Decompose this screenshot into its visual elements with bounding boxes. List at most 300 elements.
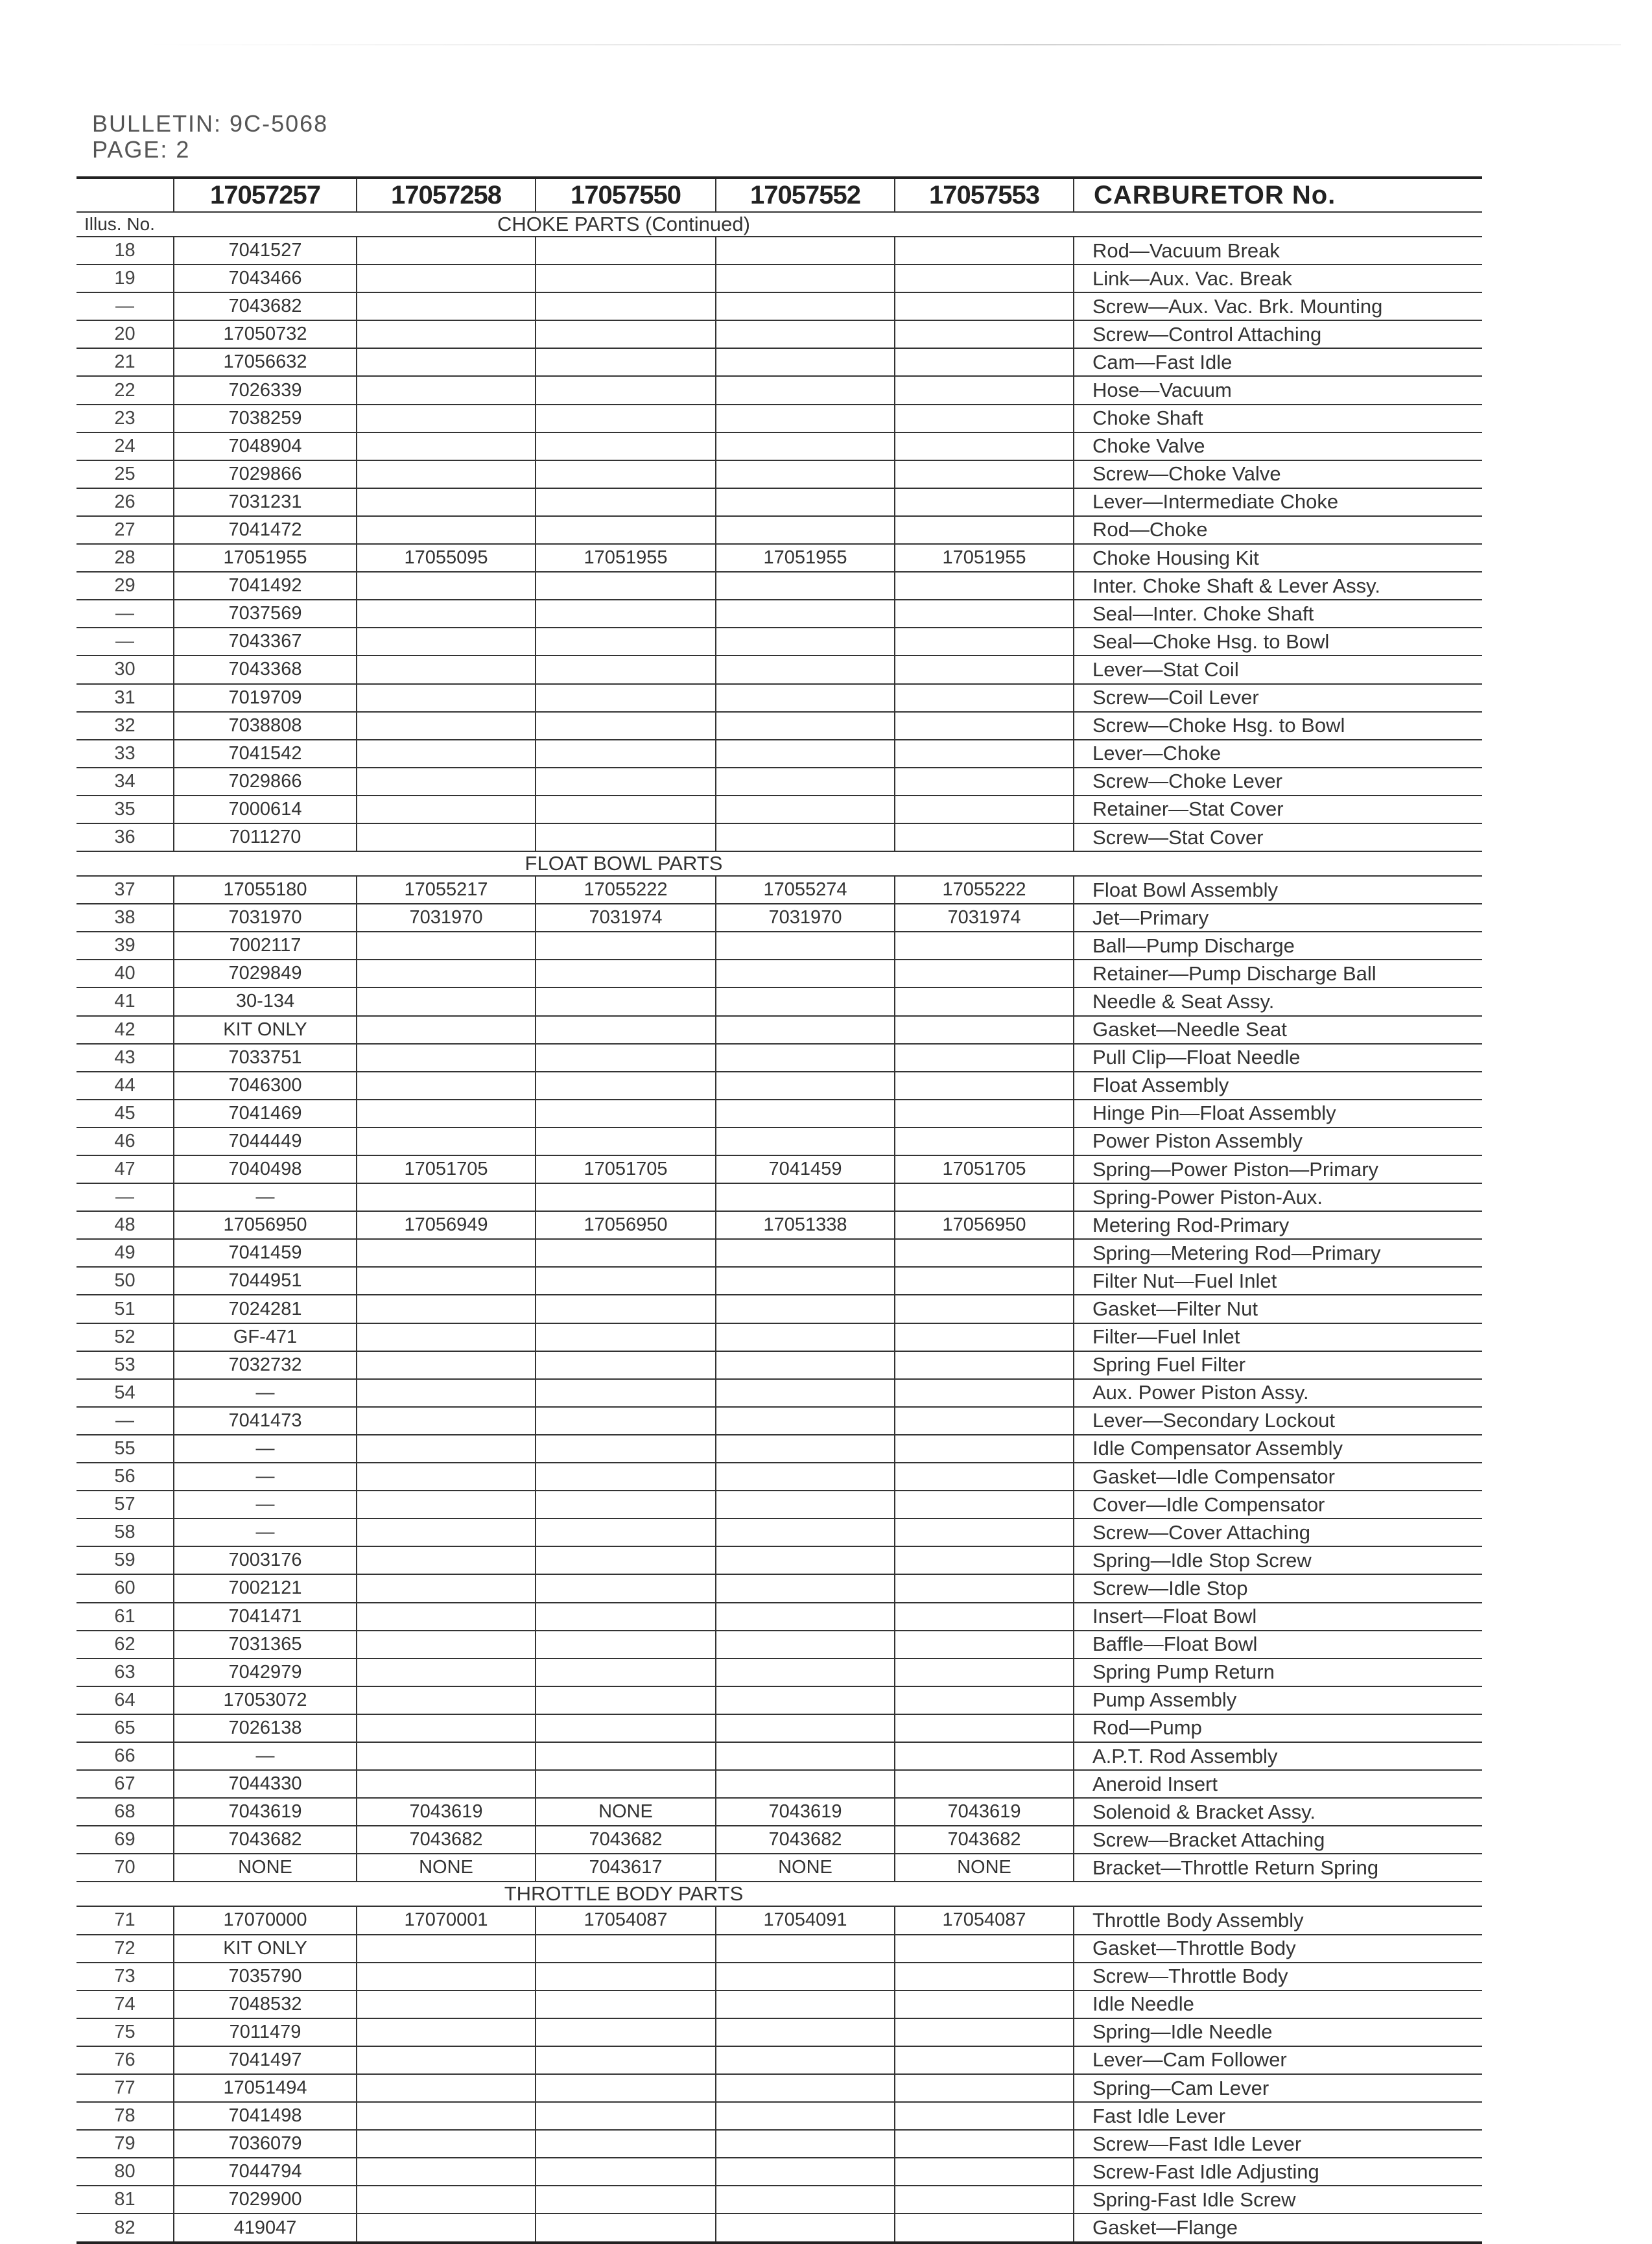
parts-table <box>77 176 1482 2244</box>
part-number-cell: 7038259 <box>174 405 357 432</box>
illus-number: 19 <box>77 265 174 292</box>
part-number-cell: 17051955 <box>174 544 357 572</box>
illus-number: 38 <box>77 904 174 932</box>
table-row <box>77 1770 1482 1798</box>
part-number-cell <box>716 1463 895 1491</box>
part-number-cell <box>536 1714 716 1742</box>
part-number-cell <box>895 376 1074 404</box>
part-number-cell <box>716 1935 895 1963</box>
table-row <box>77 1044 1482 1072</box>
illus-number: 55 <box>77 1435 174 1463</box>
part-number-cell: 17056950 <box>536 1211 716 1239</box>
part-number-cell <box>357 1770 536 1798</box>
part-number-cell <box>536 712 716 740</box>
part-number-cell: 7046300 <box>174 1072 357 1100</box>
part-number-cell <box>895 2186 1074 2214</box>
part-number-cell <box>536 2018 716 2046</box>
illus-number: — <box>77 628 174 655</box>
part-number-cell: 17051494 <box>174 2074 357 2102</box>
part-number-cell <box>536 1686 716 1714</box>
part-number-cell: 7043682 <box>536 1826 716 1854</box>
part-number-cell <box>716 488 895 516</box>
part-number-cell <box>895 655 1074 683</box>
bulletin-number: BULLETIN: 9C-5068 <box>92 110 329 137</box>
part-number-cell <box>716 768 895 796</box>
part-number-cell <box>536 1603 716 1631</box>
part-number-cell: 17051955 <box>536 544 716 572</box>
illus-number: 42 <box>77 1016 174 1044</box>
table-row <box>77 320 1482 348</box>
illus-number: 43 <box>77 1044 174 1072</box>
part-number-cell: 17070000 <box>174 1906 357 1934</box>
illus-number: 22 <box>77 376 174 404</box>
part-number-cell: 7026339 <box>174 376 357 404</box>
part-number-cell: 17054087 <box>536 1906 716 1934</box>
part-number-cell: 7043682 <box>357 1826 536 1854</box>
part-number-cell <box>895 348 1074 376</box>
part-number-cell: 17055222 <box>536 876 716 904</box>
part-number-cell <box>357 655 536 683</box>
illus-number: 69 <box>77 1826 174 1854</box>
table-row <box>77 796 1482 823</box>
part-number-cell <box>895 460 1074 488</box>
part-description: Idle Needle <box>1074 1990 1482 2018</box>
part-number-cell <box>536 2186 716 2214</box>
section-spacer <box>1074 1882 1482 1906</box>
table-row <box>77 823 1482 851</box>
part-number-cell <box>536 1659 716 1686</box>
part-number-cell <box>536 628 716 655</box>
part-number-cell: 7041473 <box>174 1407 357 1435</box>
table-row <box>77 1072 1482 1100</box>
part-number-cell <box>716 2046 895 2074</box>
part-number-cell <box>357 684 536 712</box>
part-number-cell: 7041542 <box>174 740 357 768</box>
part-number-cell: 7043367 <box>174 628 357 655</box>
part-number-cell <box>716 932 895 960</box>
part-number-cell <box>357 320 536 348</box>
part-description: Screw—Choke Hsg. to Bowl <box>1074 712 1482 740</box>
part-description: A.P.T. Rod Assembly <box>1074 1742 1482 1770</box>
part-number-cell <box>895 1990 1074 2018</box>
part-number-cell: NONE <box>174 1854 357 1882</box>
part-number-cell <box>536 488 716 516</box>
part-number-cell <box>716 1659 895 1686</box>
part-number-cell <box>716 1770 895 1798</box>
illus-number: 44 <box>77 1072 174 1100</box>
part-number-cell <box>536 516 716 544</box>
part-number-cell <box>716 1239 895 1267</box>
illus-number: 37 <box>77 876 174 904</box>
part-number-cell <box>536 1491 716 1518</box>
part-number-cell <box>536 600 716 628</box>
illus-number: 45 <box>77 1100 174 1128</box>
illus-number: 36 <box>77 823 174 851</box>
table-row <box>77 1128 1482 1155</box>
part-number-cell <box>536 1044 716 1072</box>
part-number-cell <box>357 2018 536 2046</box>
part-number-cell <box>716 1183 895 1211</box>
part-number-cell: 17051955 <box>895 544 1074 572</box>
part-description: Aux. Power Piston Assy. <box>1074 1379 1482 1407</box>
part-number-cell <box>716 796 895 823</box>
table-row <box>77 1659 1482 1686</box>
part-number-cell <box>716 1267 895 1295</box>
part-number-cell <box>895 1072 1074 1100</box>
part-number-cell <box>536 823 716 851</box>
table-row <box>77 1407 1482 1435</box>
part-number-cell <box>536 2046 716 2074</box>
part-number-cell <box>716 1742 895 1770</box>
section-spacer <box>1074 212 1482 237</box>
part-number-cell <box>716 712 895 740</box>
part-number-cell <box>895 292 1074 320</box>
part-number-cell <box>895 2046 1074 2074</box>
table-row <box>77 265 1482 292</box>
part-number-cell <box>357 405 536 432</box>
part-number-cell <box>895 1518 1074 1546</box>
part-number-cell <box>895 2214 1074 2242</box>
part-number-cell <box>895 516 1074 544</box>
illus-number: 62 <box>77 1631 174 1659</box>
part-number-cell <box>357 2046 536 2074</box>
illus-number: 56 <box>77 1463 174 1491</box>
part-number-cell <box>357 1295 536 1323</box>
part-description: Screw—Choke Valve <box>1074 460 1482 488</box>
part-number-cell: 7043619 <box>174 1798 357 1826</box>
part-number-cell <box>536 348 716 376</box>
part-number-cell <box>357 2158 536 2186</box>
illus-number: 50 <box>77 1267 174 1295</box>
table-row <box>77 488 1482 516</box>
part-number-cell <box>716 1072 895 1100</box>
table-row <box>77 1016 1482 1044</box>
part-number-cell: GF-471 <box>174 1323 357 1351</box>
part-number-cell: 7043682 <box>174 1826 357 1854</box>
table-row <box>77 2074 1482 2102</box>
part-number-cell <box>895 628 1074 655</box>
part-number-cell <box>357 2214 536 2242</box>
table-row <box>77 2046 1482 2074</box>
illus-number: 23 <box>77 405 174 432</box>
part-number-cell <box>895 740 1074 768</box>
part-number-cell: 7031970 <box>174 904 357 932</box>
part-number-cell: 17051338 <box>716 1211 895 1239</box>
illus-number: 27 <box>77 516 174 544</box>
illus-number: 71 <box>77 1906 174 1934</box>
part-number-cell <box>536 432 716 460</box>
part-number-cell <box>895 712 1074 740</box>
part-number-cell <box>536 2130 716 2158</box>
part-description: Spring—Cam Lever <box>1074 2074 1482 2102</box>
part-number-cell: 7031365 <box>174 1631 357 1659</box>
part-number-cell <box>895 265 1074 292</box>
part-number-cell: 7011479 <box>174 2018 357 2046</box>
part-number-cell <box>895 1351 1074 1379</box>
part-number-cell <box>357 932 536 960</box>
part-description: Bracket—Throttle Return Spring <box>1074 1854 1482 1882</box>
part-description: Link—Aux. Vac. Break <box>1074 265 1482 292</box>
part-number-cell: 7041471 <box>174 1603 357 1631</box>
part-number-cell <box>357 768 536 796</box>
part-number-cell <box>536 2158 716 2186</box>
table-row <box>77 876 1482 904</box>
part-number-cell <box>716 2018 895 2046</box>
section-title: FLOAT BOWL PARTS <box>174 851 1074 876</box>
part-number-cell <box>895 488 1074 516</box>
part-description: Rod—Vacuum Break <box>1074 237 1482 265</box>
part-number-cell <box>536 292 716 320</box>
part-number-cell <box>895 1379 1074 1407</box>
part-description: Lever—Choke <box>1074 740 1482 768</box>
carburetor-label: CARBURETOR No. <box>1074 178 1482 212</box>
part-description: Solenoid & Bracket Assy. <box>1074 1798 1482 1826</box>
part-number-cell: 7043617 <box>536 1854 716 1882</box>
part-number-cell: 17056949 <box>357 1211 536 1239</box>
part-number-cell <box>357 1546 536 1574</box>
illus-number: 78 <box>77 2102 174 2130</box>
part-number-cell <box>536 1770 716 1798</box>
part-number-cell: 7043466 <box>174 265 357 292</box>
table-row <box>77 684 1482 712</box>
part-number-cell: 7043682 <box>716 1826 895 1854</box>
illus-number: 33 <box>77 740 174 768</box>
part-number-cell <box>716 1714 895 1742</box>
table-row <box>77 432 1482 460</box>
part-number-cell <box>536 1518 716 1546</box>
part-number-cell: 17054087 <box>895 1906 1074 1934</box>
part-description: Retainer—Pump Discharge Ball <box>1074 960 1482 987</box>
part-number-cell <box>895 1100 1074 1128</box>
part-description: Cover—Idle Compensator <box>1074 1491 1482 1518</box>
illus-number: 67 <box>77 1770 174 1798</box>
part-description: Seal—Inter. Choke Shaft <box>1074 600 1482 628</box>
part-number-cell <box>895 1631 1074 1659</box>
part-number-cell <box>536 1128 716 1155</box>
table-row <box>77 516 1482 544</box>
part-number-cell <box>357 488 536 516</box>
part-number-cell <box>895 1128 1074 1155</box>
section-spacer <box>77 851 174 876</box>
part-description: Insert—Float Bowl <box>1074 1603 1482 1631</box>
illus-number: 47 <box>77 1155 174 1183</box>
part-number-cell: 17055180 <box>174 876 357 904</box>
part-number-cell <box>716 1631 895 1659</box>
illus-number: 34 <box>77 768 174 796</box>
table-row <box>77 628 1482 655</box>
part-description: Retainer—Stat Cover <box>1074 796 1482 823</box>
part-number-cell: 7019709 <box>174 684 357 712</box>
table-row <box>77 348 1482 376</box>
table-row <box>77 1603 1482 1631</box>
part-number-cell: 7029866 <box>174 460 357 488</box>
part-number-cell <box>895 237 1074 265</box>
part-number-cell <box>716 292 895 320</box>
part-number-cell <box>895 2102 1074 2130</box>
part-description: Spring—Power Piston—Primary <box>1074 1155 1482 1183</box>
part-number-cell <box>716 1990 895 2018</box>
part-number-cell: 17055095 <box>357 544 536 572</box>
part-number-cell <box>357 1016 536 1044</box>
table-row <box>77 768 1482 796</box>
part-number-cell <box>536 1742 716 1770</box>
table-row <box>77 1686 1482 1714</box>
part-number-cell <box>895 1963 1074 1990</box>
part-number-cell: 7041459 <box>174 1239 357 1267</box>
part-number-cell <box>357 292 536 320</box>
part-number-cell <box>895 684 1074 712</box>
part-number-cell <box>716 2158 895 2186</box>
part-number-cell <box>895 1714 1074 1742</box>
part-number-cell <box>536 237 716 265</box>
part-description: Screw—Cover Attaching <box>1074 1518 1482 1546</box>
part-number-cell: 7040498 <box>174 1155 357 1183</box>
part-number-cell <box>716 823 895 851</box>
part-number-cell <box>716 1295 895 1323</box>
table-row <box>77 1742 1482 1770</box>
section-spacer <box>1074 851 1482 876</box>
part-number-cell <box>357 960 536 987</box>
illus-number: 30 <box>77 655 174 683</box>
part-number-cell <box>536 1463 716 1491</box>
part-number-cell <box>716 572 895 600</box>
part-number-cell: 17055274 <box>716 876 895 904</box>
part-number-cell <box>716 1574 895 1602</box>
illus-number: 73 <box>77 1963 174 1990</box>
part-description: Needle & Seat Assy. <box>1074 987 1482 1015</box>
part-number-cell <box>536 376 716 404</box>
part-number-cell <box>536 1631 716 1659</box>
part-number-cell <box>357 265 536 292</box>
part-number-cell <box>716 2074 895 2102</box>
table-row <box>77 572 1482 600</box>
part-number-cell <box>357 1935 536 1963</box>
part-description: Choke Valve <box>1074 432 1482 460</box>
illus-number: 75 <box>77 2018 174 2046</box>
part-number-cell <box>357 2130 536 2158</box>
part-number-cell <box>716 1100 895 1128</box>
table-row <box>77 405 1482 432</box>
section-spacer <box>77 1882 174 1906</box>
part-number-cell <box>536 1935 716 1963</box>
part-number-cell: 7002117 <box>174 932 357 960</box>
part-number-cell <box>895 768 1074 796</box>
illus-number: 54 <box>77 1379 174 1407</box>
part-number-cell <box>536 1267 716 1295</box>
illus-number: — <box>77 1407 174 1435</box>
table-row <box>77 1854 1482 1882</box>
part-description: Float Assembly <box>1074 1072 1482 1100</box>
part-number-cell <box>716 1546 895 1574</box>
part-number-cell <box>536 2214 716 2242</box>
part-number-cell <box>357 1714 536 1742</box>
table-row <box>77 1463 1482 1491</box>
part-description: Gasket—Idle Compensator <box>1074 1463 1482 1491</box>
part-number-cell <box>357 516 536 544</box>
part-number-cell <box>357 1044 536 1072</box>
table-row <box>77 1295 1482 1323</box>
table-row <box>77 655 1482 683</box>
table-row <box>77 237 1482 265</box>
table-row <box>77 1211 1482 1239</box>
part-number-cell <box>716 460 895 488</box>
part-description: Throttle Body Assembly <box>1074 1906 1482 1934</box>
part-description: Screw—Stat Cover <box>1074 823 1482 851</box>
model-number: 17057258 <box>357 178 536 212</box>
part-number-cell: 7048532 <box>174 1990 357 2018</box>
part-number-cell <box>357 2074 536 2102</box>
part-number-cell: 30-134 <box>174 987 357 1015</box>
part-number-cell: NONE <box>895 1854 1074 1882</box>
part-number-cell: — <box>174 1518 357 1546</box>
part-number-cell <box>716 432 895 460</box>
part-number-cell <box>536 1239 716 1267</box>
part-number-cell <box>357 2102 536 2130</box>
illus-number: 76 <box>77 2046 174 2074</box>
part-description: Inter. Choke Shaft & Lever Assy. <box>1074 572 1482 600</box>
part-number-cell <box>716 1963 895 1990</box>
part-description: Filter—Fuel Inlet <box>1074 1323 1482 1351</box>
part-number-cell: 17055222 <box>895 876 1074 904</box>
table-row <box>77 1631 1482 1659</box>
part-number-cell <box>895 1491 1074 1518</box>
table-row <box>77 2130 1482 2158</box>
illus-number: 46 <box>77 1128 174 1155</box>
table-row <box>77 376 1482 404</box>
part-number-cell <box>357 1686 536 1714</box>
part-number-cell <box>716 1491 895 1518</box>
illus-number: 25 <box>77 460 174 488</box>
part-number-cell <box>716 1379 895 1407</box>
part-number-cell: 7041497 <box>174 2046 357 2074</box>
illus-number: 74 <box>77 1990 174 2018</box>
part-number-cell: — <box>174 1742 357 1770</box>
model-number: 17057552 <box>716 178 895 212</box>
part-number-cell: 7038808 <box>174 712 357 740</box>
part-description: Screw—Idle Stop <box>1074 1574 1482 1602</box>
part-number-cell <box>357 823 536 851</box>
part-number-cell <box>357 1183 536 1211</box>
part-number-cell: 17054091 <box>716 1906 895 1934</box>
table-row <box>77 1267 1482 1295</box>
illus-number: 39 <box>77 932 174 960</box>
part-number-cell <box>895 1603 1074 1631</box>
part-number-cell: 7036079 <box>174 2130 357 2158</box>
part-description: Screw-Fast Idle Adjusting <box>1074 2158 1482 2186</box>
part-number-cell <box>536 960 716 987</box>
illus-number: 18 <box>77 237 174 265</box>
part-number-cell <box>357 987 536 1015</box>
illus-number: 26 <box>77 488 174 516</box>
table-row <box>77 1155 1482 1183</box>
part-description: Ball—Pump Discharge <box>1074 932 1482 960</box>
part-description: Screw—Coil Lever <box>1074 684 1482 712</box>
part-number-cell: 17051955 <box>716 544 895 572</box>
part-number-cell: 7041492 <box>174 572 357 600</box>
part-description: Rod—Pump <box>1074 1714 1482 1742</box>
part-number-cell: 7041472 <box>174 516 357 544</box>
table-row <box>77 1546 1482 1574</box>
part-description: Baffle—Float Bowl <box>1074 1631 1482 1659</box>
part-number-cell <box>895 1239 1074 1267</box>
part-number-cell <box>716 960 895 987</box>
part-number-cell <box>536 460 716 488</box>
part-number-cell: 7048904 <box>174 432 357 460</box>
table-row <box>77 2186 1482 2214</box>
part-number-cell <box>716 740 895 768</box>
illus-number: 77 <box>77 2074 174 2102</box>
part-number-cell <box>895 2158 1074 2186</box>
